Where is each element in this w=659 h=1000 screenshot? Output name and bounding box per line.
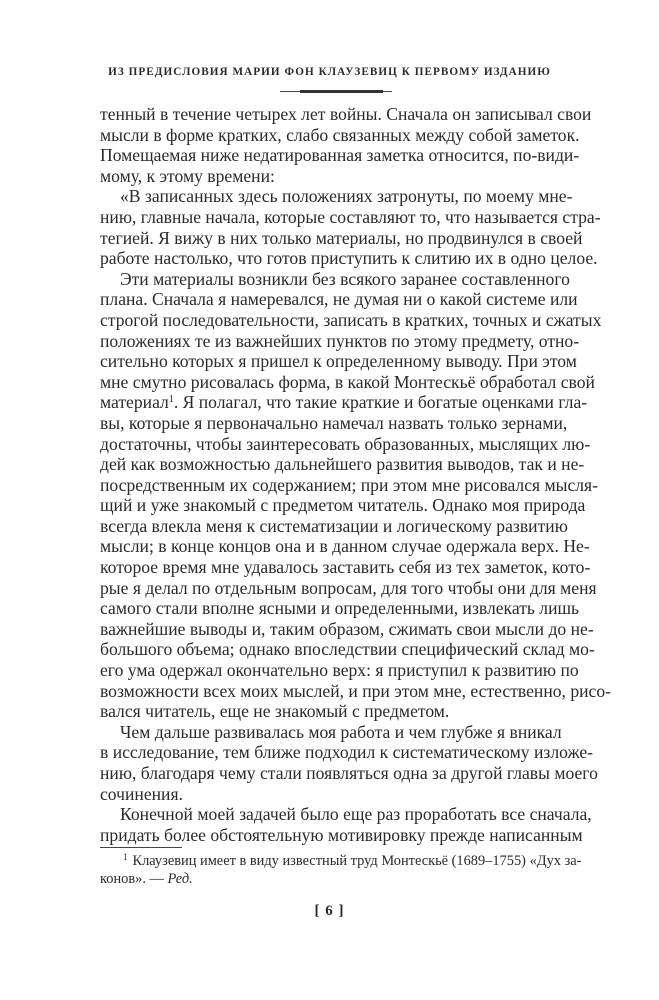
text-run: которое время мне удавалось заставить себя из тех заметок, кото- — [100, 557, 591, 578]
text-line — [100, 763, 598, 784]
text-line-content — [120, 268, 570, 290]
footnote-editor-mark: Ред. — [167, 871, 193, 887]
text-run: работе настолько, что готов приступить к слитию их в одно целое. — [100, 248, 598, 269]
text-line-content — [100, 536, 590, 557]
text-line-content — [100, 371, 595, 393]
text-line — [100, 371, 595, 393]
text-line-content — [100, 454, 585, 475]
text-run: строгой последовательности, записать в кратких, точных и сжатых — [100, 309, 602, 330]
footnote-text-2: конов». — — [100, 871, 168, 887]
text-line-content — [120, 186, 573, 207]
text-run: плана. Сначала я намеревался, не думая ни о какой системе или — [100, 289, 578, 310]
text-run: посредственным их содержанием; при этом мне рисовался мысля- — [100, 474, 598, 495]
text-line-content — [100, 124, 580, 146]
text-line-content — [100, 166, 564, 187]
text-line — [100, 495, 586, 516]
text-run: придать более обстоятельную мотивировку прежде написанным — [100, 824, 583, 845]
text-line-content — [100, 206, 601, 228]
footnote-line-1 — [100, 852, 582, 870]
text-line-content — [100, 598, 580, 619]
text-line-content — [100, 474, 598, 496]
text-line-content — [100, 660, 579, 681]
text-line — [100, 330, 580, 352]
text-line — [100, 660, 579, 681]
text-run: Помещаемая ниже недатированная заметка относится, по-види- — [100, 145, 580, 166]
text-line — [100, 680, 612, 702]
text-line — [100, 598, 580, 619]
text-run: возможности всех моих мыслей, и при этом мне, естественно, рисо- — [100, 680, 612, 701]
text-line-content — [100, 701, 564, 722]
text-line — [100, 351, 577, 372]
text-run: важнейшие выводы и, таким образом, сжимать свои мысли до не- — [100, 618, 594, 639]
page-number: [ 6 ] — [314, 903, 345, 919]
text-line-content — [100, 309, 602, 331]
text-line-content — [100, 104, 592, 125]
text-run: тенный в течение четырех лет войны. Сначала он записывал свои — [100, 104, 592, 124]
text-line — [100, 289, 578, 310]
text-line — [100, 186, 573, 207]
text-line-content — [100, 577, 597, 599]
text-line — [100, 206, 601, 228]
footnote-text-1: Клаузевиц имеет в виду известный труд Монтескьё (1689–1755) «Дух за- — [132, 853, 582, 869]
text-line — [100, 268, 570, 290]
text-line — [100, 227, 583, 249]
text-run: мысли в форме кратких, слабо связанных между собой заметок. — [100, 124, 580, 145]
text-line — [100, 124, 580, 146]
text-line-content — [120, 721, 562, 743]
text-run: материал — [100, 392, 169, 413]
text-line — [100, 536, 590, 557]
text-line-content — [100, 433, 591, 455]
text-line-content — [100, 763, 598, 784]
text-line-content — [100, 392, 588, 413]
text-line — [100, 309, 602, 331]
text-run: положениях те из важнейших пунктов по этому предмету, отно- — [100, 330, 580, 351]
text-line — [100, 433, 591, 455]
text-run: Эти материалы возникли без всякого заранее составленного — [120, 268, 570, 289]
text-run: большого объема; однако впоследствии специфический склад мо- — [100, 639, 595, 660]
body-text — [100, 104, 612, 845]
text-line-content — [100, 289, 578, 310]
text-line-content — [100, 742, 594, 763]
header-rule-accent — [300, 90, 383, 93]
text-line — [100, 515, 568, 537]
footnote-reference[interactable]: 1 — [168, 394, 174, 406]
text-run: щий и уже знакомый с предметом читатель. Однако моя природа — [100, 495, 586, 516]
text-line — [100, 577, 597, 599]
text-run: сочинения. — [100, 783, 183, 804]
text-line — [100, 824, 583, 846]
text-run: рые я делал по отдельным вопросам, для того чтобы они для меня — [100, 577, 597, 598]
footnote-marker: 1 — [123, 852, 128, 862]
text-line — [100, 454, 585, 475]
text-run: в исследование, тем ближе подходил к систематическому изложе- — [100, 742, 594, 763]
text-line — [100, 166, 564, 187]
running-head: ИЗ ПРЕДИСЛОВИЯ МАРИИ ФОН КЛАУЗЕВИЦ К ПЕРВОМУ ИЗДАНИЮ — [108, 66, 551, 78]
text-line — [100, 145, 580, 166]
footnote-line-2 — [100, 870, 564, 888]
text-line-content — [100, 351, 577, 372]
text-run: . Я полагал, что такие краткие и богатые оценками гла- — [173, 392, 588, 413]
text-run: мысли; в конце концов она и в данном случае одержала верх. Не- — [100, 536, 590, 557]
text-line-content — [100, 515, 568, 537]
text-run: мому, к этому времени: — [100, 165, 275, 186]
footnote-divider — [100, 847, 182, 848]
text-line-content — [100, 784, 564, 805]
text-line — [100, 784, 564, 805]
text-line-content — [100, 248, 598, 269]
text-run: нию, благодаря чему стали появляться одна за другой главы моего — [100, 763, 598, 783]
text-line — [100, 804, 592, 825]
text-run: сительно которых я пришел к определенному выводу. При этом — [100, 351, 577, 372]
text-run: Чем дальше развивалась моя работа и чем глубже я вникал — [120, 721, 562, 742]
text-line-content — [100, 330, 580, 352]
text-line-content — [100, 145, 580, 166]
footnote — [100, 852, 582, 888]
text-run: его ума одержал окончательно верх: я приступил к развитию по — [100, 660, 579, 681]
text-run: Конечной моей задачей было еще раз проработать все сначала, — [120, 804, 592, 825]
text-line — [100, 474, 598, 496]
text-line-content — [100, 412, 568, 434]
text-run: всегда влекла меня к систематизации и логическому развитию — [100, 515, 568, 536]
text-line-content — [100, 557, 591, 578]
text-line — [100, 701, 564, 722]
text-run: тегией. Я вижу в них только материалы, но продвинулся в своей — [100, 227, 583, 248]
text-line — [100, 618, 594, 640]
text-line — [100, 722, 564, 743]
text-line — [100, 104, 592, 125]
text-line — [100, 248, 598, 269]
text-line-content — [100, 227, 583, 249]
text-line — [100, 742, 594, 763]
text-line-content — [100, 495, 586, 516]
text-line-content — [100, 680, 612, 702]
text-run: дей как возможностью дальнейшего развития выводов, так и не- — [100, 454, 585, 475]
text-line — [100, 412, 568, 434]
text-line — [100, 639, 595, 660]
text-run: «В записанных здесь положениях затронуты, по моему мне- — [120, 186, 573, 207]
text-line-content — [100, 824, 583, 846]
text-run: мне смутно рисовалась форма, в какой Монтескьё обработал свой — [100, 371, 595, 392]
text-line-content — [120, 804, 592, 825]
text-line-content — [100, 618, 594, 640]
text-run: самого стали вполне ясными и определенными, извлекать лишь — [100, 598, 580, 619]
text-line-content — [100, 639, 595, 660]
text-run: нию, главные начала, которые составляют то, что называется стра- — [100, 206, 601, 227]
text-line — [100, 392, 588, 413]
text-run: вы, которые я первоначально намечал назвать только зернами, — [100, 412, 568, 433]
text-line — [100, 557, 591, 578]
text-run: вался читатель, еще не знакомый с предметом. — [100, 701, 450, 722]
text-run: достаточны, чтобы заинтересовать образованных, мыслящих лю- — [100, 433, 591, 454]
